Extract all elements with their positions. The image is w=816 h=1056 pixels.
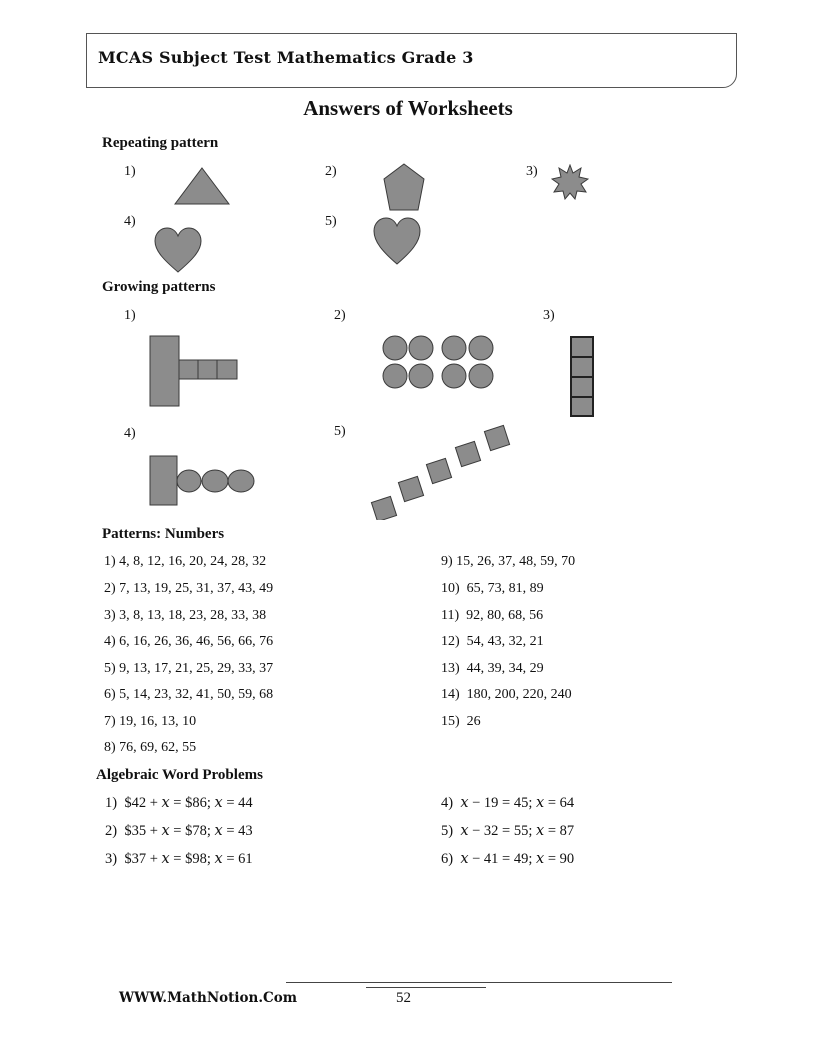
repeating-label-2: 2) <box>325 164 337 179</box>
numbers-answer-6: 6) 5, 14, 23, 32, 41, 50, 59, 68 <box>104 687 274 702</box>
repeating-label-1: 1) <box>124 164 136 179</box>
growing-label-5: 5) <box>334 424 346 439</box>
triangle-shape <box>174 167 230 205</box>
numbers-answer-5: 5) 9, 13, 17, 21, 25, 29, 33, 37 <box>104 661 274 676</box>
growing-label-1: 1) <box>124 308 136 323</box>
star-shape <box>551 164 589 200</box>
algebra-answer-3: 3) $37 + 𝑥 = $98; 𝑥 = 61 <box>105 851 253 867</box>
growing-label-3: 3) <box>543 308 555 323</box>
growing-label-2: 2) <box>334 308 346 323</box>
numbers-answer-13: 13) 44, 39, 34, 29 <box>441 661 544 676</box>
growing-label-4: 4) <box>124 426 136 441</box>
numbers-answer-15: 15) 26 <box>441 714 481 729</box>
algebra-answer-2: 2) $35 + 𝑥 = $78; 𝑥 = 43 <box>105 823 253 839</box>
growing-figure-1 <box>149 335 240 408</box>
heart-shape-1 <box>154 227 202 273</box>
algebra-answer-5: 5) 𝑥 − 32 = 55; 𝑥 = 87 <box>441 823 575 839</box>
numbers-answer-2: 2) 7, 13, 19, 25, 31, 37, 43, 49 <box>104 581 274 596</box>
growing-figure-4 <box>149 455 257 507</box>
growing-figure-5 <box>366 424 514 520</box>
footer-rule-long <box>286 982 672 983</box>
section-heading-numbers: Patterns: Numbers <box>102 526 225 542</box>
numbers-answer-3: 3) 3, 8, 13, 18, 23, 28, 33, 38 <box>104 608 267 623</box>
section-heading-algebra: Algebraic Word Problems <box>96 767 263 783</box>
numbers-answer-11: 11) 92, 80, 68, 56 <box>441 608 544 623</box>
numbers-answer-14: 14) 180, 200, 220, 240 <box>441 687 572 702</box>
numbers-answer-9: 9) 15, 26, 37, 48, 59, 70 <box>441 554 576 569</box>
algebra-answer-1: 1) $42 + 𝑥 = $86; 𝑥 = 44 <box>105 795 253 811</box>
numbers-answer-7: 7) 19, 16, 13, 10 <box>104 714 197 729</box>
repeating-label-4: 4) <box>124 214 136 229</box>
footer-site: WWW.MathNotion.Com <box>119 990 298 1006</box>
numbers-answer-10: 10) 65, 73, 81, 89 <box>441 581 544 596</box>
numbers-answer-1: 1) 4, 8, 12, 16, 20, 24, 28, 32 <box>104 554 267 569</box>
repeating-label-5: 5) <box>325 214 337 229</box>
pentagon-shape <box>383 163 425 211</box>
numbers-answer-4: 4) 6, 16, 26, 36, 46, 56, 66, 76 <box>104 634 274 649</box>
repeating-label-3: 3) <box>526 164 538 179</box>
numbers-answer-8: 8) 76, 69, 62, 55 <box>104 740 197 755</box>
section-heading-growing: Growing patterns <box>102 279 216 295</box>
algebra-answer-4: 4) 𝑥 − 19 = 45; 𝑥 = 64 <box>441 795 575 811</box>
algebra-answer-6: 6) 𝑥 − 41 = 49; 𝑥 = 90 <box>441 851 575 867</box>
growing-figure-2 <box>382 334 496 390</box>
footer-rule-short <box>366 987 486 988</box>
numbers-answer-12: 12) 54, 43, 32, 21 <box>441 634 544 649</box>
page-number: 52 <box>396 990 411 1006</box>
page-title: Answers of Worksheets <box>303 96 513 120</box>
section-heading-repeating: Repeating pattern <box>102 135 219 151</box>
header-title: MCAS Subject Test Mathematics Grade 3 <box>98 48 474 67</box>
growing-figure-3 <box>570 336 595 418</box>
heart-shape-2 <box>373 217 421 265</box>
